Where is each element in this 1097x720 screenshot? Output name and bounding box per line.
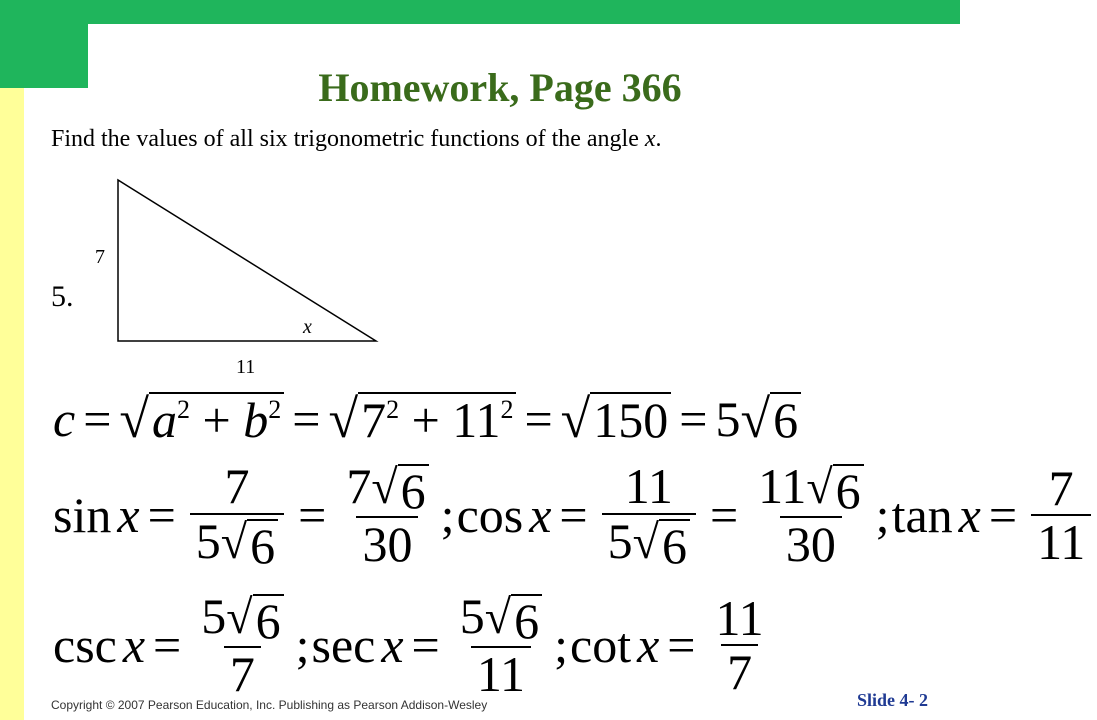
eq1-a-exp: 2: [177, 394, 191, 424]
sin-frac-1-den: 5 √ 6: [190, 513, 284, 571]
prompt-end: .: [655, 126, 662, 152]
csc-sec-cot-equation: [53, 590, 776, 701]
cos-frac-2-num: 11 √ 6: [752, 460, 870, 516]
eq1-root: 6: [770, 392, 801, 447]
sin-frac-1-num: 7: [224, 458, 250, 514]
sec-frac-num-coef: 5: [459, 588, 485, 644]
sin-frac-2-num-root: 6: [398, 464, 429, 516]
tan-frac-num: 7: [1048, 459, 1074, 516]
prompt-variable: x: [644, 126, 656, 152]
tan-frac: [1031, 459, 1091, 571]
csc-frac: [195, 590, 289, 701]
copyright-footer: Copyright © 2007 Pearson Education, Inc. Publishing as Pearson Addison-Wesley: [51, 698, 488, 712]
eq1-b-exp: 2: [268, 394, 282, 424]
cos-eq: =: [559, 487, 588, 544]
eq1-v1-exp: 2: [386, 394, 400, 424]
eq1-eq3: =: [524, 391, 553, 447]
cos-frac-1-num: 11: [624, 458, 673, 514]
sec-eq: =: [411, 617, 440, 674]
hypotenuse-equation: [53, 390, 801, 448]
eq1-coef: 5: [715, 391, 741, 447]
cot-eq: =: [667, 617, 696, 674]
eq1-r: 150: [590, 392, 671, 447]
eq1-v2: 11: [452, 391, 501, 448]
cos-frac-1: [602, 458, 696, 574]
sec-label: sec: [311, 617, 376, 674]
eq1-b: b: [243, 391, 269, 448]
tan-eq: =: [988, 487, 1018, 544]
cos-frac-1-den: 5 √ 6: [602, 513, 696, 571]
cot-frac-num: 11: [715, 589, 764, 646]
eq1-lhs: c: [53, 391, 76, 447]
side-label-vertical: 7: [95, 246, 105, 268]
eq1-v1: 7: [361, 391, 387, 448]
cos-frac-2-num-coef: 11: [758, 458, 807, 514]
cos-frac-2-den: 30: [780, 516, 842, 571]
sin-cos-tan-equation: [53, 458, 1097, 574]
csc-frac-den: 7: [224, 646, 261, 701]
sin-frac-1-den-coef: 5: [195, 512, 221, 569]
eq1-radical-values: √ $7^2 + 11^2$: [328, 392, 516, 447]
sin-var: x: [117, 487, 140, 544]
sin-frac-2-num: 7 √ 6: [340, 460, 434, 516]
prompt-text: Find the values of all six trigonometric functions of the angle: [51, 126, 645, 152]
cos-frac-2: [752, 460, 870, 571]
csc-var: x: [122, 617, 146, 674]
left-accent-bar: [0, 88, 24, 720]
cos-frac-2-num-root: 6: [833, 464, 864, 516]
sec-frac: [454, 590, 548, 701]
sec-frac-num-root: 6: [511, 594, 542, 646]
tan-frac-den: 11: [1031, 514, 1091, 569]
cos-label: cos: [456, 487, 524, 544]
csc-frac-num: 5 √ 6: [195, 590, 289, 646]
sin-eq2: =: [298, 487, 327, 544]
sin-frac-2-num-coef: 7: [346, 458, 372, 514]
semicolon-4: ;: [554, 617, 568, 674]
eq1-eq2: =: [292, 391, 321, 447]
cot-frac-den: 7: [721, 644, 758, 699]
csc-label: csc: [53, 617, 117, 674]
eq1-a: a: [152, 391, 178, 448]
sin-frac-2-den: 30: [356, 516, 418, 571]
eq1-eq: =: [83, 391, 112, 447]
semicolon-3: ;: [295, 617, 310, 674]
sin-frac-1-den-root: 6: [247, 519, 278, 571]
slide-title: Homework, Page 366: [318, 65, 682, 110]
sec-frac-den: 11: [471, 646, 531, 701]
right-triangle: [118, 180, 376, 341]
problem-prompt: [51, 124, 662, 154]
csc-frac-num-coef: 5: [201, 588, 227, 644]
cot-var: x: [637, 617, 660, 674]
cos-frac-1-den-root: 6: [659, 519, 690, 571]
semicolon-1: ;: [440, 487, 455, 544]
slide-number: Slide 4- 2: [856, 690, 928, 710]
csc-frac-num-root: 6: [253, 594, 284, 646]
cot-frac: [710, 589, 770, 701]
cos-frac-1-den-coef: 5: [607, 512, 633, 569]
sec-frac-num: 5 √ 6: [454, 590, 548, 646]
cos-eq2: =: [709, 487, 739, 544]
tan-label: tan: [891, 487, 953, 544]
tan-var: x: [958, 487, 981, 544]
side-label-horizontal: 11: [236, 356, 256, 378]
csc-eq: =: [153, 617, 182, 674]
angle-label: x: [303, 316, 312, 338]
sin-eq: =: [147, 487, 176, 544]
sec-var: x: [381, 617, 404, 674]
sin-label: sin: [53, 487, 112, 544]
top-accent-bar: [88, 0, 960, 24]
eq1-radical-6: √ 6: [741, 392, 802, 447]
eq1-eq4: =: [679, 391, 708, 447]
cot-label: cot: [570, 617, 632, 674]
problem-number: 5.: [51, 280, 74, 313]
sin-frac-2: [340, 460, 434, 571]
eq1-radical-ab: √ $a^2 + b^2$: [119, 392, 284, 447]
semicolon-2: ;: [875, 487, 890, 544]
eq1-radical-150: √ 150: [561, 392, 672, 447]
sin-frac-1: [190, 458, 284, 574]
cos-var: x: [529, 487, 552, 544]
eq1-v2-exp: 2: [500, 394, 514, 424]
